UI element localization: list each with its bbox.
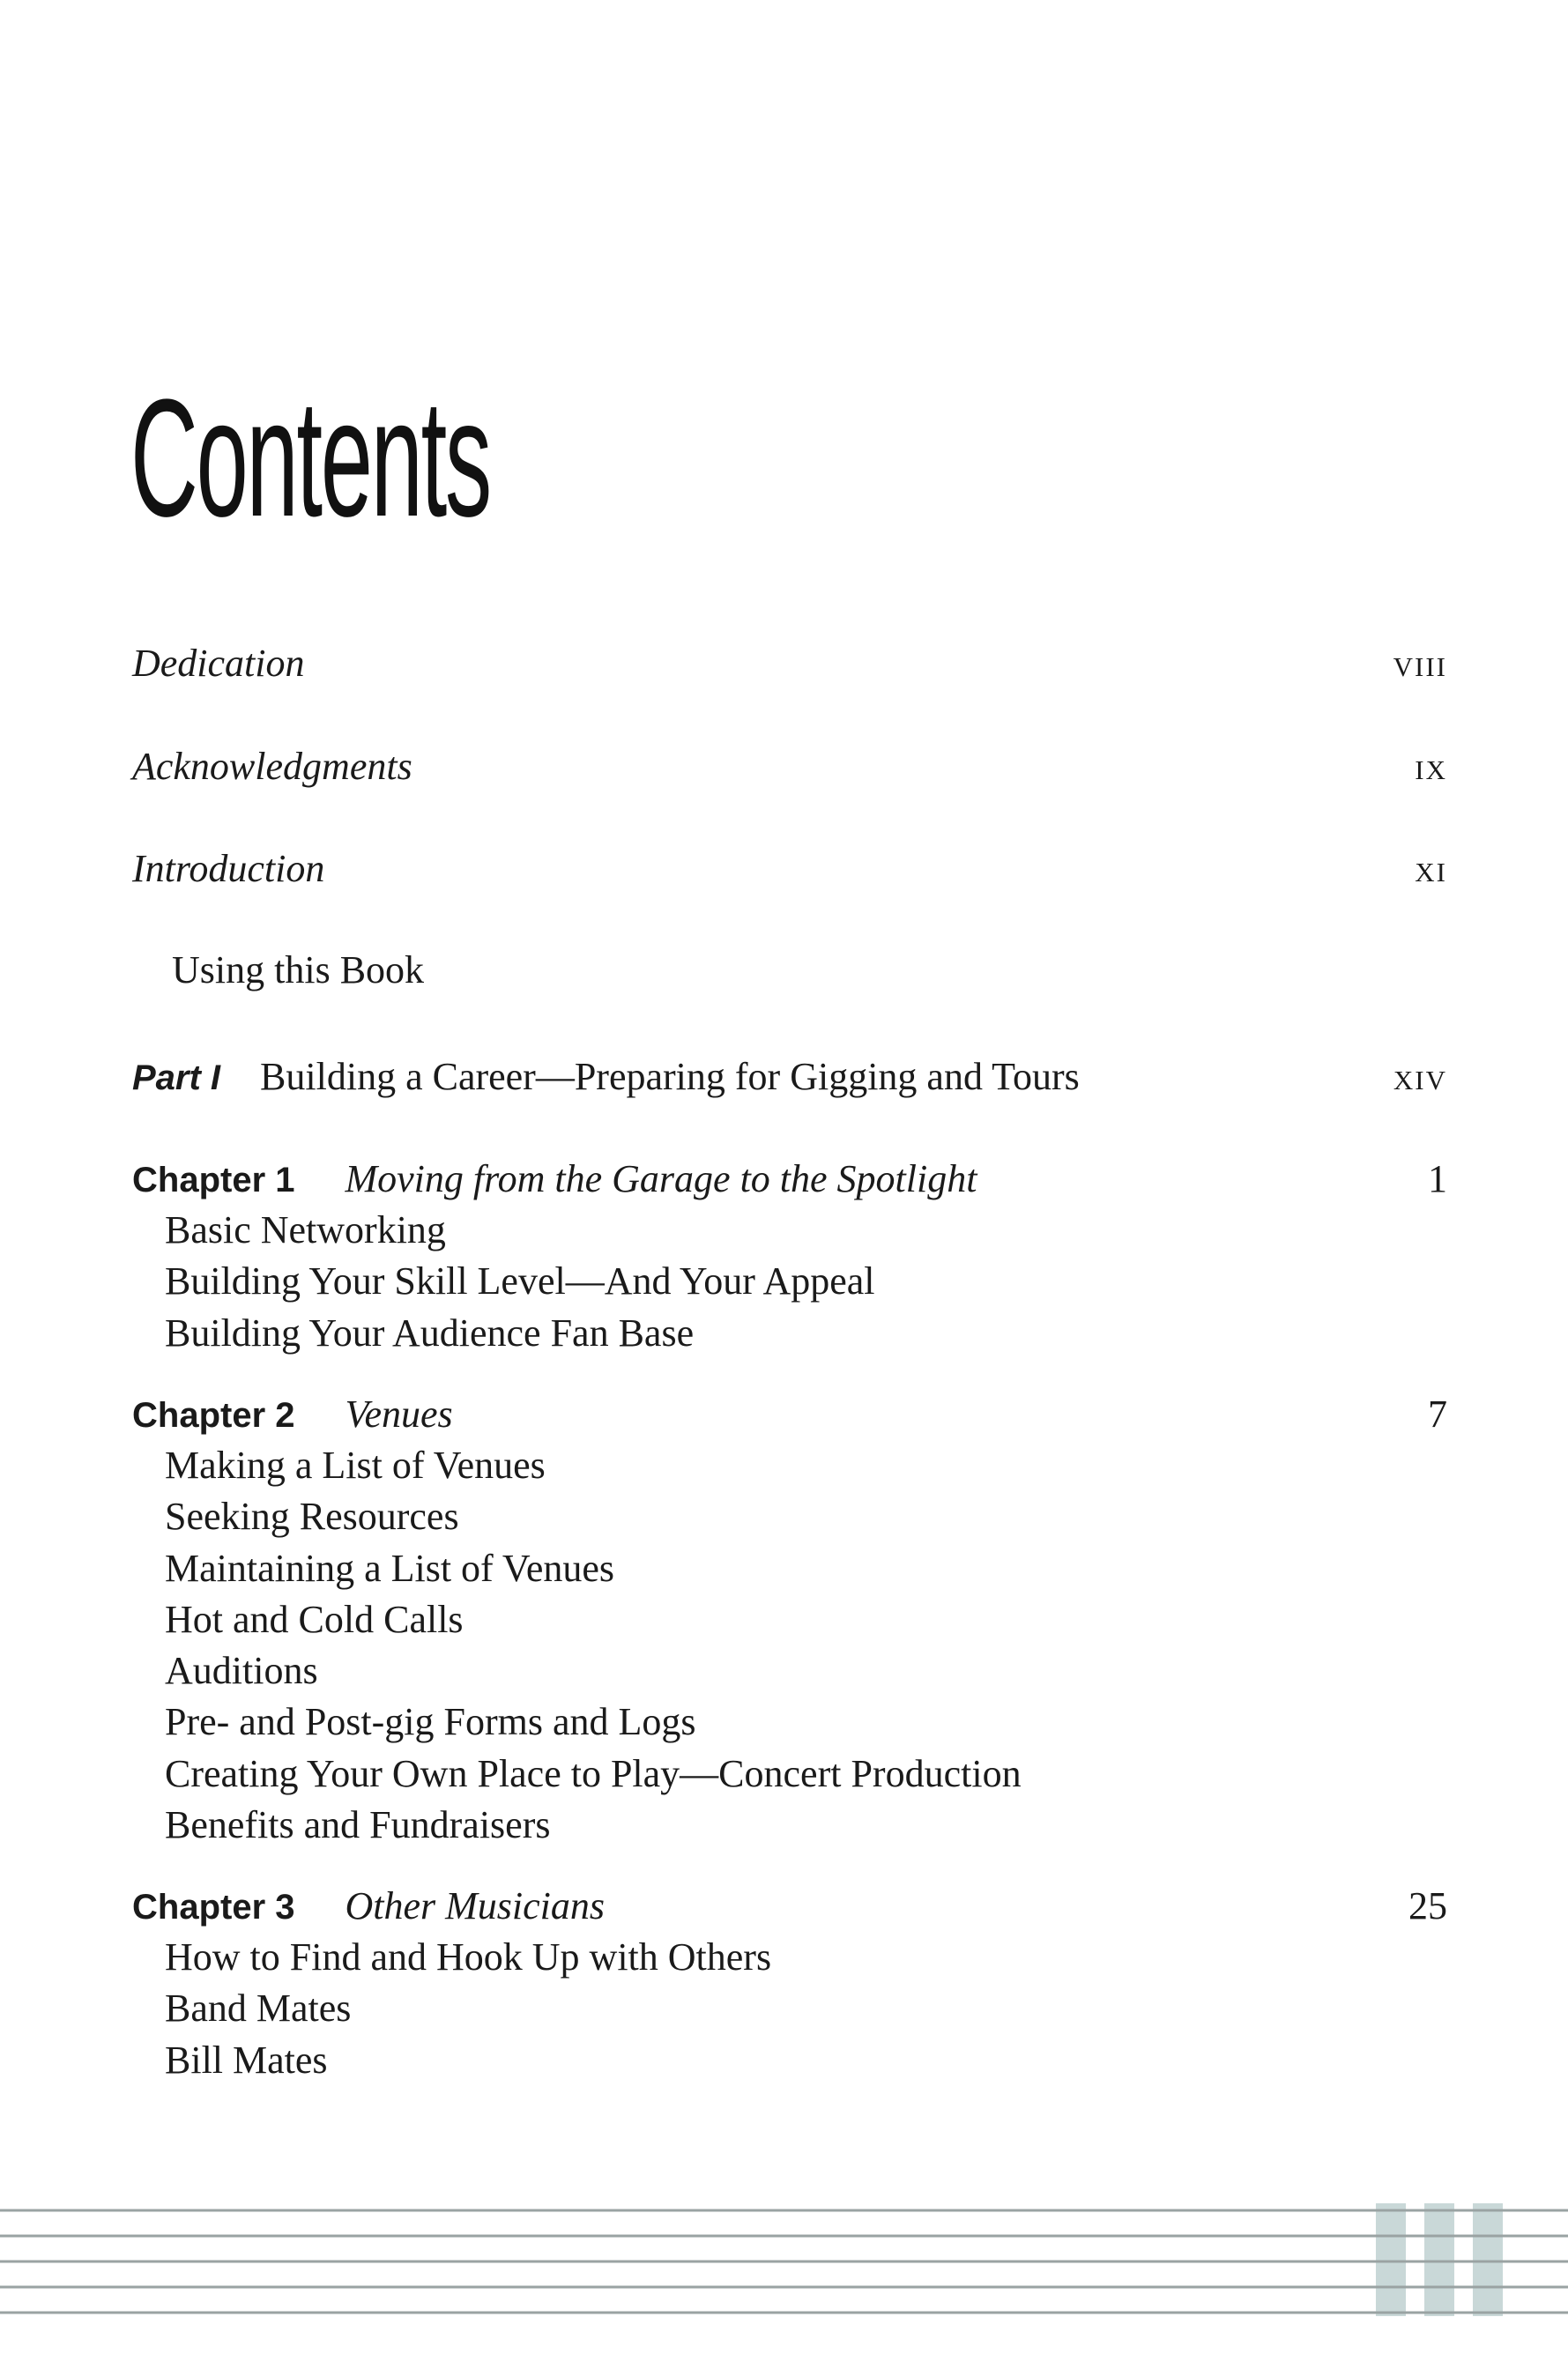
toc-section[interactable]: Auditions — [165, 1649, 318, 1693]
toc-entry-chapter-2[interactable] — [132, 1388, 1447, 1441]
toc-entry-label: Dedication — [132, 642, 305, 685]
toc-section[interactable]: Building Your Skill Level—And Your Appeal — [165, 1259, 875, 1303]
toc-entry-introduction[interactable] — [132, 843, 1447, 895]
toc-section[interactable]: Seeking Resources — [165, 1495, 459, 1539]
footer-staff-lines — [0, 2210, 1568, 2313]
chapter-label: Chapter 2 — [132, 1396, 295, 1435]
toc-section[interactable]: How to Find and Hook Up with Others — [165, 1935, 772, 1979]
toc-section[interactable]: Basic Networking — [165, 1208, 446, 1251]
toc-page-number: ix — [1415, 745, 1447, 788]
toc-entry-label: Introduction — [132, 847, 325, 890]
toc-page-number: 25 — [1408, 1884, 1447, 1927]
toc-entry-label: Acknowledgments — [132, 745, 412, 788]
chapter-label: Chapter 1 — [132, 1161, 295, 1199]
toc-section[interactable]: Creating Your Own Place to Play—Concert Production — [165, 1751, 1022, 1795]
toc-section[interactable]: Making a List of Venues — [165, 1444, 546, 1487]
part-title: Building a Career—Preparing for Gigging and Tours — [260, 1055, 1080, 1098]
footer-staff-decoration — [0, 2203, 1568, 2318]
toc-section[interactable]: Building Your Audience Fan Base — [165, 1311, 695, 1355]
toc-section[interactable]: Band Mates — [165, 1987, 352, 2031]
toc-section[interactable]: Bill Mates — [165, 2038, 328, 2082]
footer-block — [1376, 2203, 1406, 2316]
toc-entry-part-1[interactable] — [132, 1051, 1447, 1103]
toc-page-number: viii — [1393, 642, 1447, 685]
chapter-label: Chapter 3 — [132, 1888, 295, 1927]
toc-page-number: xiv — [1393, 1055, 1447, 1098]
chapter-title: Moving from the Garage to the Spotlight — [345, 1157, 977, 1200]
toc-subentry-using-this-book[interactable]: Using this Book — [172, 948, 425, 991]
toc-section[interactable]: Benefits and Fundraisers — [165, 1803, 551, 1847]
chapter-title: Venues — [345, 1392, 453, 1436]
part-label: Part I — [132, 1058, 221, 1097]
toc-page-number: xi — [1415, 847, 1447, 890]
toc-entry-chapter-3[interactable] — [132, 1880, 1447, 1933]
toc-section[interactable]: Pre- and Post-gig Forms and Logs — [165, 1700, 696, 1744]
toc-section[interactable]: Hot and Cold Calls — [165, 1597, 464, 1641]
chapter-title: Other Musicians — [345, 1884, 606, 1927]
footer-block — [1424, 2203, 1454, 2316]
footer-blocks — [1376, 2203, 1503, 2316]
chapter-2-sections — [165, 1440, 1022, 1851]
toc-entry-chapter-1[interactable] — [132, 1153, 1447, 1206]
page-title: Contents — [130, 365, 490, 552]
toc-entry-acknowledgments[interactable] — [132, 740, 1447, 793]
toc-section[interactable]: Maintaining a List of Venues — [165, 1546, 614, 1590]
toc-page-number: 7 — [1428, 1392, 1447, 1436]
toc-page-number: 1 — [1428, 1157, 1447, 1200]
toc-entry-dedication[interactable] — [132, 637, 1447, 690]
chapter-1-sections — [165, 1205, 875, 1359]
chapter-3-sections — [165, 1932, 771, 2086]
footer-block — [1473, 2203, 1503, 2316]
